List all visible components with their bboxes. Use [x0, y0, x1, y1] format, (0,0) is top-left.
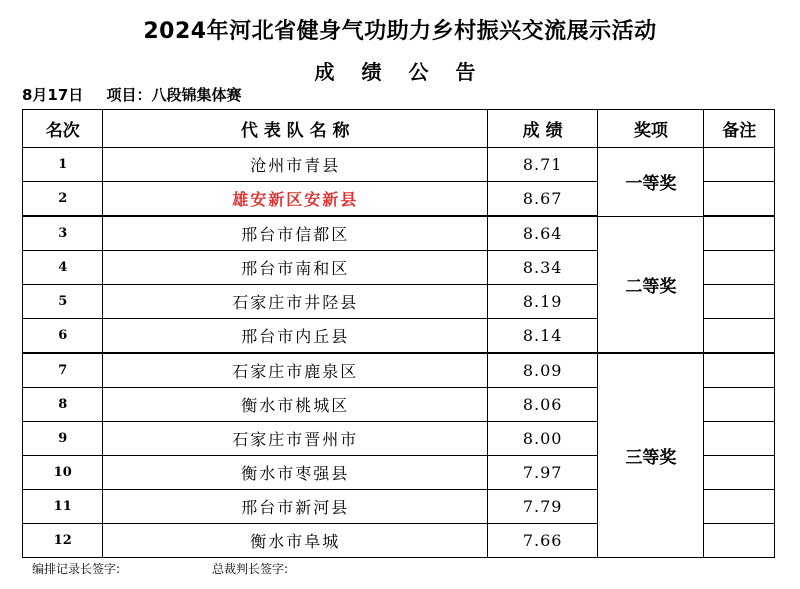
results-table: [22, 109, 775, 558]
col-header-note: 备注: [704, 110, 775, 148]
score-cell: 8.19: [487, 285, 597, 319]
rank-cell: 6: [23, 319, 103, 354]
award-cell-first: 一等奖: [598, 148, 704, 217]
rank-cell: 2: [23, 182, 103, 217]
note-cell: [704, 490, 775, 524]
recorder-signature-label: 编排记录长签字:: [32, 562, 121, 576]
note-cell: [704, 148, 775, 182]
note-cell: [704, 319, 775, 354]
team-cell: 邢台市信都区: [103, 216, 488, 251]
score-cell: 8.14: [487, 319, 597, 354]
score-cell: 8.34: [487, 251, 597, 285]
score-cell: 7.97: [487, 456, 597, 490]
team-cell: 衡水市桃城区: [103, 388, 488, 422]
score-cell: 8.06: [487, 388, 597, 422]
judge-signature-label: 总裁判长签字:: [212, 562, 289, 576]
award-cell-second: 二等奖: [598, 216, 704, 353]
note-cell: [704, 251, 775, 285]
score-cell: 8.71: [487, 148, 597, 182]
score-cell: 8.67: [487, 182, 597, 217]
table-row: [23, 353, 775, 388]
score-cell: 8.64: [487, 216, 597, 251]
note-cell: [704, 216, 775, 251]
rank-cell: 1: [23, 148, 103, 182]
team-cell: 石家庄市井陉县: [103, 285, 488, 319]
note-cell: [704, 353, 775, 388]
table-row: [23, 148, 775, 182]
event-name: 项目：八段锦集体赛: [106, 86, 242, 104]
rank-cell: 5: [23, 285, 103, 319]
team-cell: 石家庄市鹿泉区: [103, 353, 488, 388]
rank-cell: 12: [23, 524, 103, 558]
team-cell: 衡水市枣强县: [103, 456, 488, 490]
table-row: [23, 216, 775, 251]
note-cell: [704, 388, 775, 422]
rank-cell: 7: [23, 353, 103, 388]
team-cell: 沧州市青县: [103, 148, 488, 182]
table-header-row: [23, 110, 775, 148]
page-subtitle: 成 绩 公 告: [314, 60, 486, 84]
rank-cell: 4: [23, 251, 103, 285]
note-cell: [704, 524, 775, 558]
team-cell: 衡水市阜城: [103, 524, 488, 558]
team-cell: 邢台市南和区: [103, 251, 488, 285]
note-cell: [704, 285, 775, 319]
rank-cell: 3: [23, 216, 103, 251]
score-cell: 7.79: [487, 490, 597, 524]
col-header-award: 奖项: [598, 110, 704, 148]
rank-cell: 8: [23, 388, 103, 422]
award-cell-third: 三等奖: [598, 353, 704, 558]
team-cell: 邢台市新河县: [103, 490, 488, 524]
score-cell: 7.66: [487, 524, 597, 558]
rank-cell: 11: [23, 490, 103, 524]
event-date: 8月17日: [22, 86, 84, 104]
event-meta: [22, 84, 242, 105]
team-cell-highlight: 雄安新区安新县: [103, 182, 488, 217]
note-cell: [704, 182, 775, 217]
team-cell: 石家庄市晋州市: [103, 422, 488, 456]
col-header-rank: 名次: [23, 110, 103, 148]
col-header-team: 代 表 队 名 称: [103, 110, 488, 148]
rank-cell: 9: [23, 422, 103, 456]
page-title: 2024年河北省健身气功助力乡村振兴交流展示活动: [143, 19, 657, 44]
rank-cell: 10: [23, 456, 103, 490]
note-cell: [704, 422, 775, 456]
note-cell: [704, 456, 775, 490]
team-cell: 邢台市内丘县: [103, 319, 488, 354]
score-cell: 8.09: [487, 353, 597, 388]
col-header-score: 成 绩: [487, 110, 597, 148]
score-cell: 8.00: [487, 422, 597, 456]
